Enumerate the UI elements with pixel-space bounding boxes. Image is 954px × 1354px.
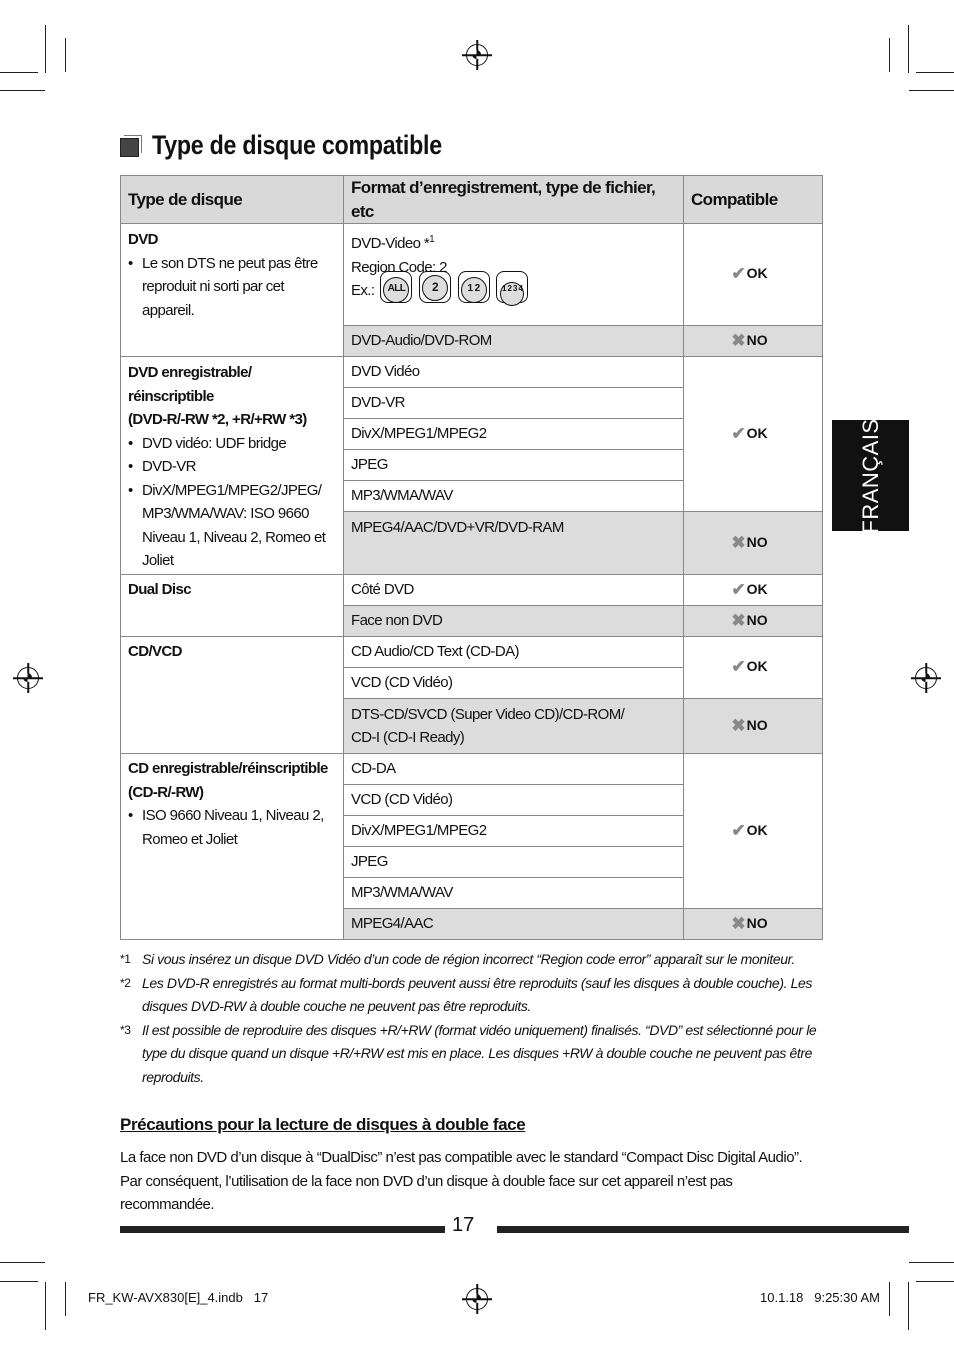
ok-badge: ✔ OK [731,262,767,286]
status-cell [684,606,823,637]
table-row [121,637,823,668]
cross-icon: ✖ [731,330,746,350]
check-icon: ✔ [731,264,746,284]
crop-mark [916,72,954,73]
format-cell: JPEG [344,450,684,481]
region-1-2-3-4-icon: 1 2 3 4 [496,271,528,303]
header-compatible: Compatible [684,176,823,224]
crop-mark [889,1282,890,1316]
disc-type-cell [121,754,344,940]
disc-type-name: réinscriptible [128,387,214,405]
format-cell: DVD-VR [344,388,684,419]
page-number: 17 [452,1214,475,1236]
table-row [121,754,823,785]
no-badge: ✖ NO [731,329,767,353]
format-cell: DivX/MPEG1/MPEG2 [344,419,684,450]
ok-badge: ✔ OK [731,655,767,679]
format-cell: MP3/WMA/WAV [344,878,684,909]
language-tab-label: FRANÇAIS [857,417,883,534]
region-example: Ex.: ALL 2 1 2 1 2 3 4 [351,279,676,303]
format-cell: MPEG4/AAC [344,909,684,940]
ok-badge: ✔ OK [731,578,767,602]
header-format: Format d’enregistrement, type de fichier, etc [344,176,684,224]
list-item: • DivX/MPEG1/MPEG2/JPEG/ MP3/WMA/WAV: ISO 9660 Niveau 1, Niveau 2, Romeo et Joliet [142,479,336,573]
no-badge: ✖ NO [731,714,767,738]
format-cell: CD Audio/CD Text (CD-DA) [344,637,684,668]
list-item: • Le son DTS ne peut pas être reproduit ni sorti par cet appareil. [142,252,336,323]
status-cell [684,326,823,357]
cross-icon: ✖ [731,913,746,933]
format-line: DVD-Video *$^1$ [351,234,435,252]
footer-rule [120,1226,445,1233]
compatibility-table [120,175,823,940]
format-line: DTS-CD/SVCD (Super Video CD)/CD-ROM/ [351,705,625,723]
cross-icon: ✖ [731,610,746,630]
check-icon: ✔ [731,579,746,599]
no-badge: ✖ NO [731,609,767,633]
disc-type-name: CD enregistrable/réinscriptible [128,760,328,777]
no-badge: ✖ NO [731,531,767,555]
cross-icon: ✖ [731,715,746,735]
body-text: La face non DVD d’un disque à “DualDisc” n’est pas compatible avec le standard “Compact Disc Digital Audio”. Par conséquent, l’utilisation de la face non DVD d’un disque à double face sur cet appareil n’est pas recommandée. [120,1149,803,1213]
disc-type-name: DVD [128,231,158,248]
region-all-icon: ALL [380,271,412,303]
crop-mark [909,1262,954,1263]
format-cell: Face non DVD [344,606,684,637]
check-icon: ✔ [731,657,746,677]
format-cell: DVD-Audio/DVD-ROM [344,326,684,357]
format-cell: MP3/WMA/WAV [344,481,684,512]
disc-type-name: (CD-R/-RW) [128,783,204,801]
crop-mark [0,90,45,91]
format-cell: Côté DVD [344,575,684,606]
format-cell: DivX/MPEG1/MPEG2 [344,816,684,847]
crop-mark [889,38,890,72]
header-disc-type: Type de disque [121,176,344,224]
no-badge: ✖ NO [731,912,767,936]
format-cell: VCD (CD Vidéo) [344,785,684,816]
disc-type-name: CD/VCD [121,637,344,754]
status-cell [684,909,823,940]
list-item: • DVD vidéo: UDF bridge [142,432,336,456]
cross-icon: ✖ [731,532,746,552]
format-line: CD-I (CD-I Ready) [351,729,465,746]
disc-type-cell [121,357,344,575]
status-cell [684,575,823,606]
region-1-2-icon: 1 2 [458,271,490,303]
crop-mark [45,25,46,73]
crop-mark [0,1281,38,1282]
disc-type-name: DVD enregistrable/ [128,364,252,381]
crop-mark [65,38,66,72]
footnotes [120,948,820,1089]
table-row [121,224,823,326]
crop-mark [0,72,38,73]
list-item: • ISO 9660 Niveau 1, Niveau 2, Romeo et Joliet [142,804,336,851]
format-cell [344,224,684,326]
registration-mark-icon [915,667,937,689]
registration-mark-icon [466,44,488,66]
disc-type-cell [121,224,344,357]
crop-mark [65,1282,66,1316]
check-icon: ✔ [731,423,746,443]
table-header-row [121,176,823,224]
crop-mark [908,25,909,73]
ok-badge: ✔ OK [731,819,767,843]
table-row [121,357,823,388]
format-cell [344,699,684,754]
crop-mark [45,1282,46,1330]
status-cell [684,224,823,326]
status-cell [684,699,823,754]
crop-mark [0,1262,45,1263]
format-cell: JPEG [344,847,684,878]
crop-mark [909,90,954,91]
language-tab [832,417,909,534]
footer-rule [497,1226,909,1233]
disc-type-name: (DVD-R/-RW *2, +R/+RW *3) [128,411,307,428]
disc-type-name: Dual Disc [121,575,344,637]
format-cell: MPEG4/AAC/DVD+VR/DVD-RAM [344,512,684,575]
format-cell: DVD Vidéo [344,357,684,388]
check-icon: ✔ [731,820,746,840]
footnote: *3 Il est possible de reproduire des disques +R/+RW (format vidéo uniquement) finalisés. “DVD” est sélectionné pour le type du disque quand un disque +R/+RW est mis en place. Les disques +RW à double couche ne peuvent pas être reproduits. [120,1021,817,1085]
status-cell [684,512,823,575]
list-item: • DVD-VR [142,455,336,479]
format-line: Region Code: 2 [351,258,447,276]
registration-mark-icon [466,1288,488,1310]
status-cell [684,637,823,699]
footnote: *2 Les DVD-R enregistrés au format multi-bords peuvent aussi être reproduits (sauf les disques à double couche). Les disques DVD-RW à double couche ne peuvent pas être reproduits. [120,974,812,1014]
title-square-icon [120,138,139,157]
table-row [121,575,823,606]
ok-badge: ✔ OK [731,422,767,446]
footnote: *1 Si vous insérez un disque DVD Vidéo d’un code de région incorrect “Region code error” apparaît sur le moniteur. [120,951,795,967]
status-cell [684,754,823,909]
status-cell [684,357,823,512]
page-title: Type de disque compatible [152,130,442,160]
crop-mark [916,1281,954,1282]
footer-timestamp: 10.1.18 9:25:30 AM [760,1290,880,1305]
section-heading: Précautions pour la lecture de disques à double face [120,1115,526,1134]
region-2-icon: 2 [419,271,451,303]
registration-mark-icon [17,667,39,689]
format-cell: VCD (CD Vidéo) [344,668,684,699]
crop-mark [908,1282,909,1330]
format-cell: CD-DA [344,754,684,785]
footer-file-info: FR_KW-AVX830[E]_4.indb 17 [88,1290,269,1305]
